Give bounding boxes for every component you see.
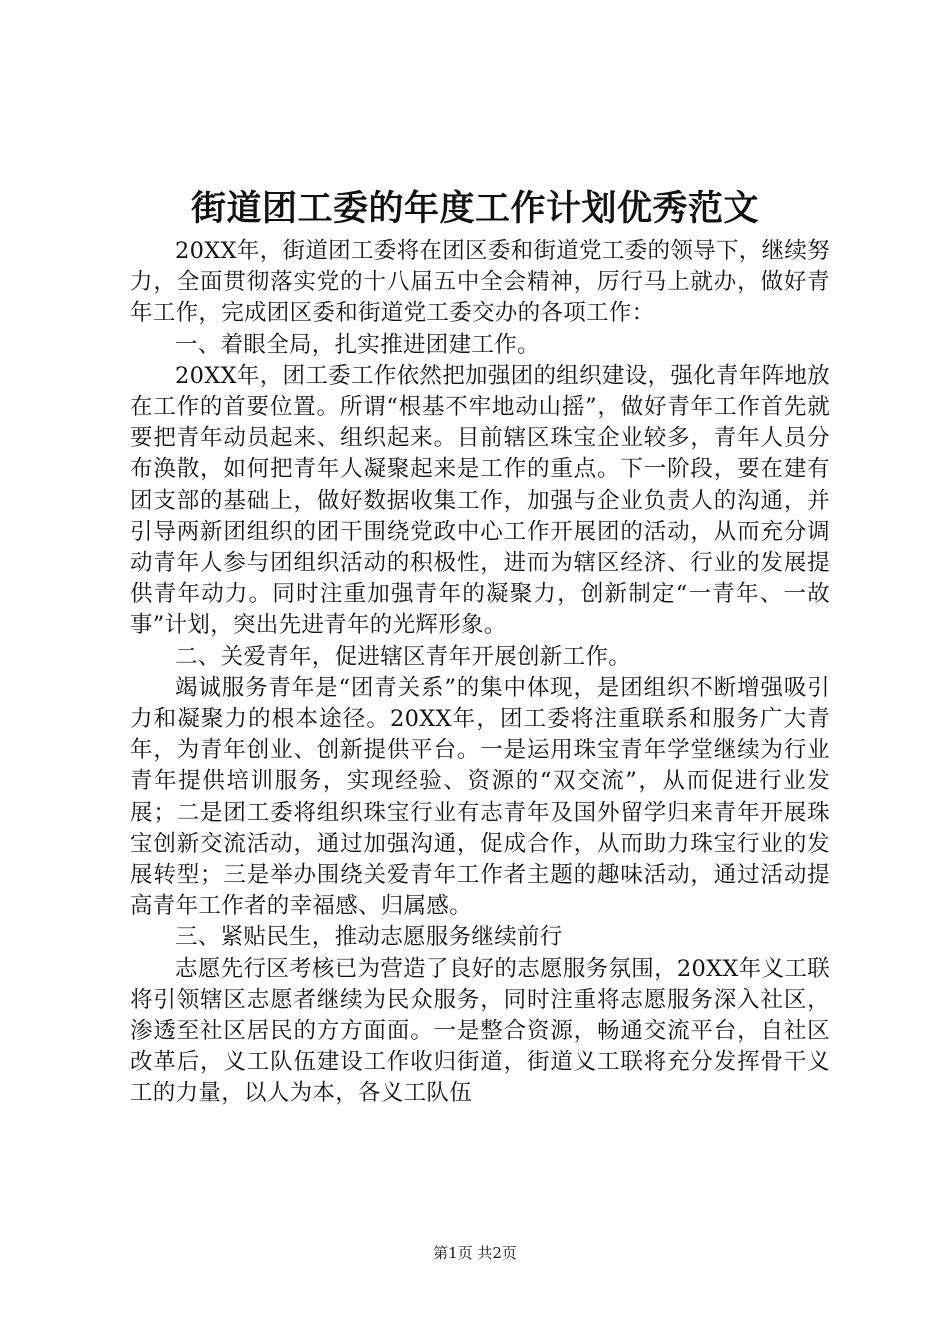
section-heading-1: 一、着眼全局，扎实推进团建工作。 [175, 331, 540, 358]
paragraph-section-2: 竭诚服务青年是“团青关系”的集中体现，是团组织不断增强吸引力和凝聚力的根本途径。20XX年，团工委将注重联系和服务广大青年，为青年创业、创新提供平台。一是运用珠宝青年学堂继续为行业青年提供培训服务，实现经验、资源的“双交流”，从而促进行业发展；二是团工委将组织珠宝行业有志青年及国外留学归来青年开展珠宝创新交流活动，通过加强沟通，促成合作，从而助力珠宝行业的发展转型；三是举办围绕关爱青年工作者主题的趣味活动，通过活动提高青年工作者的幸福感、归属感。 [130, 674, 830, 920]
document-title: 街道团工委的年度工作计划优秀范文 [190, 188, 759, 229]
section-heading-2: 二、关爱青年，促进辖区青年开展创新工作。 [175, 643, 632, 670]
paragraph-section-3: 志愿先行区考核已为营造了良好的志愿服务氛围，20XX年义工联将引领辖区志愿者继续为民众服务，同时注重将志愿服务深入社区，渗透至社区居民的方方面面。一是整合资源，畅通交流平台，自社区改革后，义工队伍建设工作收归街道，街道义工联将充分发挥骨干义工的力量，以人为本，各义工队伍 [130, 955, 830, 1107]
paragraph-section-1: 20XX年，团工委工作依然把加强团的组织建设，强化青年阵地放在工作的首要位置。所谓“根基不牢地动山摇”，做好青年工作首先就要把青年动员起来、组织起来。目前辖区珠宝企业较多，青年人员分布涣散，如何把青年人凝聚起来是工作的重点。下一阶段，要在建有团支部的基础上，做好数据收集工作，加强与企业负责人的沟通，并引导两新团组织的团干围绕党政中心工作开展团的活动，从而充分调动青年人参与团组织活动的积极性，进而为辖区经济、行业的发展提供青年动力。同时注重加强青年的凝聚力，创新制定“一青年、一故事”计划，突出先进青年的光辉形象。 [130, 362, 830, 639]
section-heading-3: 三、紧贴民生，推动志愿服务继续前行 [175, 924, 563, 951]
page-number-footer: 第1页 共2页 [433, 1244, 517, 1262]
document-body [130, 236, 830, 1110]
paragraph-intro: 20XX年，街道团工委将在团区委和街道党工委的领导下，继续努力，全面贯彻落实党的十八届五中全会精神，厉行马上就办，做好青年工作，完成团区委和街道党工委交办的各项工作： [130, 238, 830, 327]
